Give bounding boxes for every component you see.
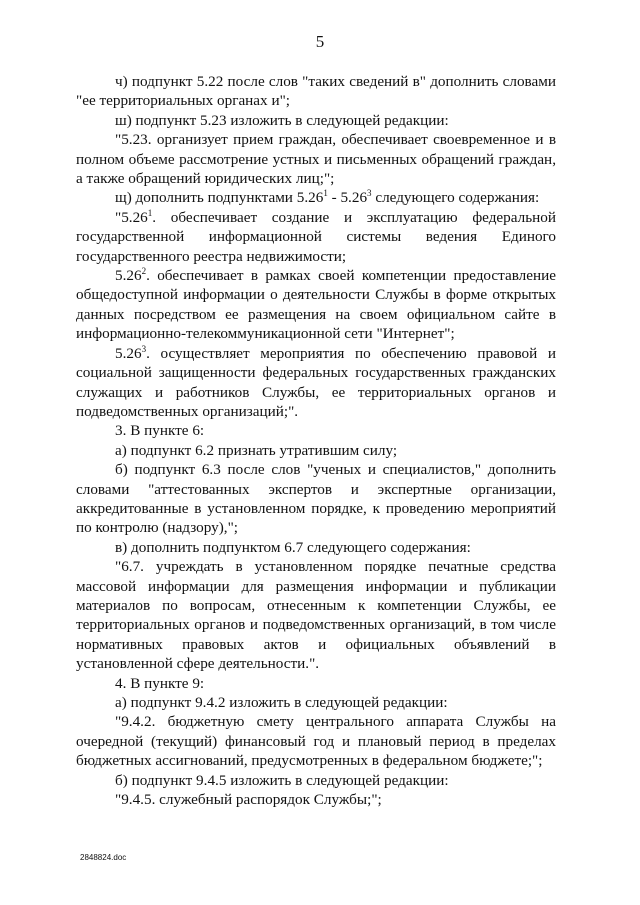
paragraph-ch: ч) подпункт 5.22 после слов "таких сведений в" дополнить словами "ее территориальных органах и"; — [76, 73, 556, 110]
paragraph-4a: а) подпункт 9.4.2 изложить в следующей редакции: — [115, 694, 448, 711]
paragraph-item-3: 3. В пункте 6: — [115, 422, 205, 440]
paragraph-5-26-1: "5.26$^1$. обеспечивает создание и эксплуатацию федеральной государственной информационной системы ведения Единого государственного реестра недвижимости; — [76, 207, 556, 265]
paragraph-9-4-5: "9.4.5. служебный распорядок Службы;"; — [115, 791, 382, 809]
paragraph-6-7: "6.7. учреждать в установленном порядке печатные средства массовой информации для размещения информации и публикации материалов по вопросам, отнесенным к компетенции Службы, ее территориальных органов и подведомственных организаций, в том числе нормативных правовых актов и официальных объявлений в установленной сфере деятельности.". — [76, 558, 556, 673]
paragraph-3b: б) подпункт 6.3 после слов "ученых и специалистов," дополнить словами "аттестованных экспертов и экспертные организации, аккредитованные в установленном порядке, к проведению мероприятий по контролю (надзору),"; — [76, 461, 556, 537]
paragraph-sh: ш) подпункт 5.23 изложить в следующей редакции: — [115, 111, 449, 129]
paragraph-9-4-2: "9.4.2. бюджетную смету центрального аппарата Службы на очередной (текущий) финансовый год и плановый период в пределах бюджетных ассигнований, предусмотренных в федеральном бюджете;"; — [76, 713, 556, 770]
paragraph-5-26-3: 5.26$^3$. осуществляет мероприятия по обеспечению правовой и социальной защищенности федеральных государственных гражданских служащих и работников Службы, ее территориальных органов и подведомственных организаций;". — [76, 343, 556, 420]
paragraph-item-4: 4. В пункте 9: — [115, 674, 205, 692]
document-body — [76, 72, 556, 809]
paragraph-5-23: "5.23. организует прием граждан, обеспечивает своевременное и в полном объеме рассмотрение устных и письменных обращений граждан, а также обращений юридических лиц;"; — [76, 131, 556, 188]
paragraph-5-26-2: 5.26$^2$. обеспечивает в рамках своей компетенции предоставление общедоступной информации о деятельности Службы в форме открытых данных посредством ее размещения на своем официальном сайте в информационно-телекоммуникационной сети "Интернет"; — [76, 266, 556, 343]
paragraph-shch: щ) дополнить подпунктами 5.26$^1$ - 5.26$^3$ следующего содержания: — [115, 188, 540, 207]
paragraph-4b: б) подпункт 9.4.5 изложить в следующей редакции: — [115, 771, 449, 789]
page-number: 5 — [315, 32, 325, 51]
paragraph-3v: в) дополнить подпунктом 6.7 следующего содержания: — [115, 538, 471, 556]
paragraph-3a: а) подпункт 6.2 признать утратившим силу; — [115, 441, 398, 459]
footer-filename: 2848824.doc — [80, 853, 127, 862]
